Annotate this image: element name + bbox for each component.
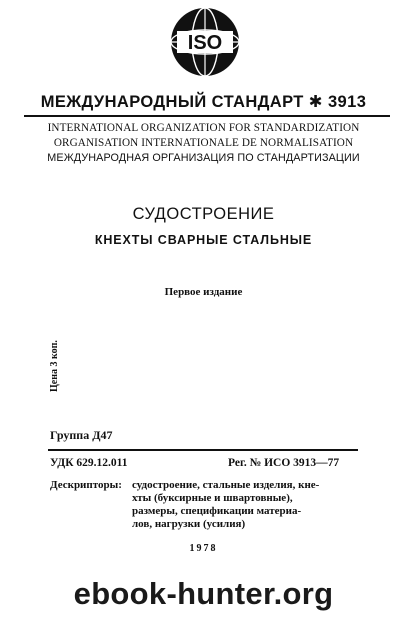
publication-year: 1978 [189, 543, 218, 554]
org-name-english: INTERNATIONAL ORGANIZATION FOR STANDARDIZATION [47, 122, 360, 134]
watermark-text: ebook-hunter.org [73, 576, 334, 611]
document-subtitle: КНЕХТЫ СВАРНЫЕ СТАЛЬНЫЕ [94, 233, 313, 247]
descriptor-line: судостроение, стальные изделия, кне- [132, 479, 320, 491]
standard-title: МЕЖДУНАРОДНЫЙ СТАНДАРТ ✱ 3913 [40, 93, 367, 111]
price-label: Цена 3 коп. [49, 340, 60, 392]
org-name-russian: МЕЖДУНАРОДНАЯ ОРГАНИЗАЦИЯ ПО СТАНДАРТИЗАЦИИ [47, 152, 360, 164]
org-name-french: ORGANISATION INTERNATIONALE DE NORMALISATION [53, 137, 354, 149]
descriptor-line: хты (буксирные и швартовные), [132, 492, 293, 504]
udk-code: УДК 629.12.011 [50, 457, 128, 469]
iso-globe-logo [169, 6, 241, 78]
header-divider [24, 115, 390, 117]
meta-divider [48, 449, 358, 451]
document-title: СУДОСТРОЕНИЕ [132, 205, 275, 223]
descriptors-text [132, 479, 354, 531]
descriptors-label: Дескрипторы: [50, 479, 122, 491]
group-label: Группа Д47 [50, 428, 113, 442]
edition-label: Первое издание [164, 286, 243, 298]
descriptor-line: размеры, спецификации материа- [132, 505, 302, 517]
registration-number: Рег. № ИСО 3913—77 [228, 457, 340, 469]
iso-logo-text: ISO [187, 32, 223, 54]
descriptor-line: лов, нагрузки (усилия) [132, 518, 246, 530]
